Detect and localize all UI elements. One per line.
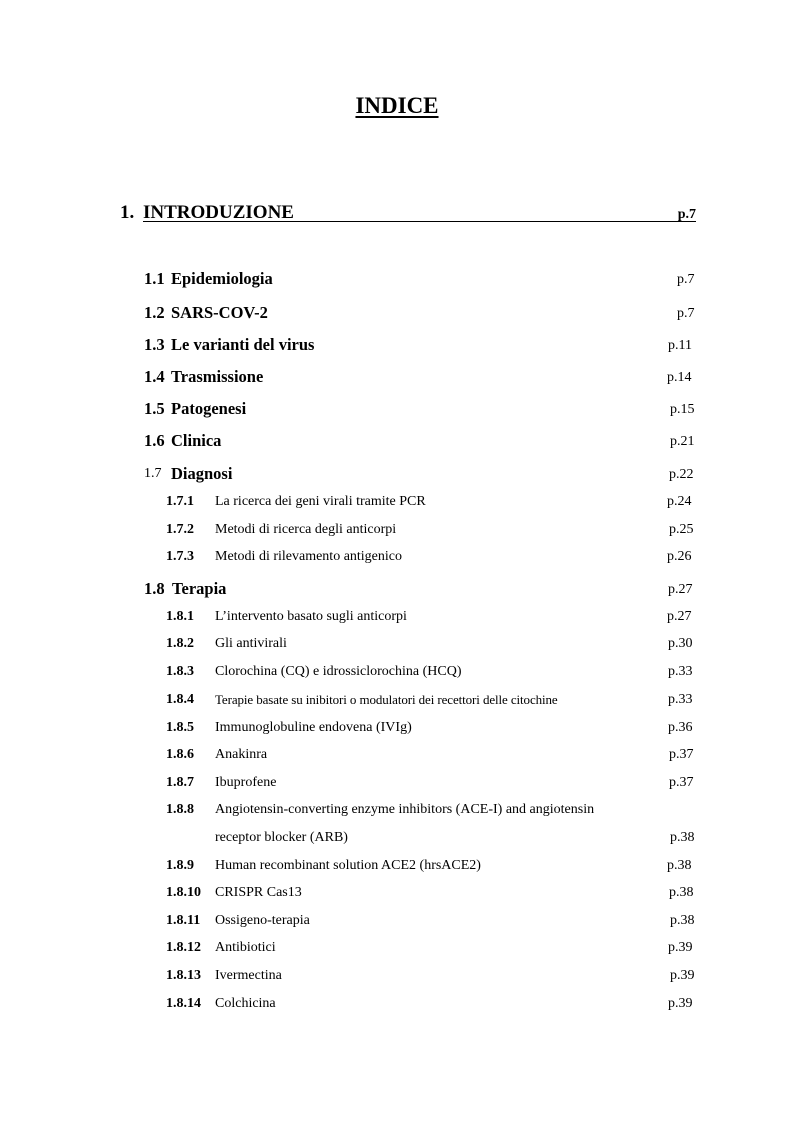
entry-title: Angiotensin-converting enzyme inhibitors (ACE-I) and angiotensin (215, 802, 595, 817)
entry-title: Diagnosi (171, 464, 233, 483)
entry-title: La ricerca dei geni virali tramite PCR (215, 494, 426, 509)
page-title: INDICE (355, 93, 439, 118)
toc-entry-1-4 (0, 367, 794, 391)
entry-title: L’intervento basato sugli anticorpi (215, 609, 407, 624)
entry-title: SARS-COV-2 (171, 303, 268, 322)
entry-title: Gli antivirali (215, 636, 287, 651)
entry-number: 1.1 (144, 269, 165, 288)
entry-page: p.27 (668, 582, 693, 597)
chapter-page: p.7 (677, 207, 696, 222)
entry-page: p.24 (667, 494, 692, 509)
entry-number: 1.2 (144, 303, 165, 322)
entry-number: 1.6 (144, 431, 165, 450)
entry-title: Human recombinant solution ACE2 (hrsACE2) (215, 858, 481, 873)
entry-number: 1.8.2 (166, 636, 194, 651)
entry-page: p.39 (668, 940, 693, 955)
toc-entry-1-7-1 (0, 494, 794, 518)
entry-page: p.37 (669, 747, 694, 762)
entry-number: 1.5 (144, 399, 165, 418)
entry-number: 1.8.5 (166, 720, 194, 735)
entry-title: Anakinra (215, 747, 268, 762)
entry-number: 1.4 (144, 367, 165, 386)
entry-page: p.38 (670, 913, 695, 928)
toc-entry-1-2 (0, 303, 794, 327)
entry-number: 1.8.6 (166, 747, 194, 762)
entry-number: 1.8.11 (166, 913, 201, 928)
toc-entry-1-8-8-continued (0, 830, 794, 854)
entry-title: Antibiotici (215, 940, 276, 955)
toc-entry-1-8-11 (0, 913, 794, 937)
entry-title: Ossigeno-terapia (215, 913, 310, 928)
entry-number: 1.8.10 (166, 885, 201, 900)
entry-page: p.38 (667, 858, 692, 873)
toc-entry-1-8-5 (0, 720, 794, 744)
entry-page: p.39 (670, 968, 695, 983)
entry-title: Clorochina (CQ) e idrossiclorochina (HCQ) (215, 664, 462, 679)
entry-page: p.22 (669, 467, 694, 482)
chapter-label: INTRODUZIONE (143, 202, 294, 223)
entry-title: Colchicina (215, 996, 276, 1011)
entry-page: p.38 (669, 885, 694, 900)
toc-entry-1-8-4 (0, 692, 794, 716)
entry-number: 1.8.3 (166, 664, 194, 679)
toc-entry-1-8-12 (0, 940, 794, 964)
entry-number: 1.7.1 (166, 494, 194, 509)
entry-page: p.25 (669, 522, 694, 537)
toc-entry-1-8-2 (0, 636, 794, 660)
toc-entry-1-5 (0, 399, 794, 423)
entry-page: p.37 (669, 775, 694, 790)
entry-title: Ivermectina (215, 968, 282, 983)
toc-entry-1-8 (0, 579, 794, 603)
entry-title: CRISPR Cas13 (215, 885, 302, 900)
toc-entry-1-7 (0, 464, 794, 488)
toc-entry-1-8-14 (0, 996, 794, 1020)
entry-title: Clinica (171, 431, 222, 450)
entry-number: 1.7.3 (166, 549, 194, 564)
toc-entry-1-7-2 (0, 522, 794, 546)
entry-number: 1.8.4 (166, 692, 194, 707)
entry-number: 1.3 (144, 335, 165, 354)
toc-entry-1-8-8 (0, 802, 794, 826)
entry-page: p.27 (667, 609, 692, 624)
entry-page: p.30 (668, 636, 693, 651)
toc-entry-1-3 (0, 335, 794, 359)
entry-page: p.7 (677, 306, 695, 321)
entry-page: p.36 (668, 720, 693, 735)
entry-number: 1.8.13 (166, 968, 201, 983)
entry-page: p.39 (668, 996, 693, 1011)
toc-entry-1-7-3 (0, 549, 794, 573)
entry-title: Patogenesi (171, 399, 247, 418)
toc-entry-1-8-9 (0, 858, 794, 882)
entry-number: 1.8.9 (166, 858, 194, 873)
entry-number: 1.8.14 (166, 996, 201, 1011)
entry-number: 1.7.2 (166, 522, 194, 537)
toc-entry-1-8-10 (0, 885, 794, 909)
entry-number: 1.8.8 (166, 802, 194, 817)
entry-title: Le varianti del virus (171, 335, 315, 354)
entry-page: p.15 (670, 402, 695, 417)
toc-entry-1-6 (0, 431, 794, 455)
entry-title-continued: receptor blocker (ARB) (215, 830, 348, 845)
chapter-heading (120, 200, 696, 230)
entry-page: p.33 (668, 692, 693, 707)
toc-entry-1-8-3 (0, 664, 794, 688)
entry-number: 1.8.12 (166, 940, 201, 955)
entry-title: Metodi di rilevamento antigenico (215, 549, 403, 564)
entry-number: 1.8.7 (166, 775, 194, 790)
entry-page: p.26 (667, 549, 692, 564)
chapter-underline (143, 221, 696, 222)
entry-number: 1.8 (144, 579, 165, 598)
entry-page: p.33 (668, 664, 693, 679)
toc-entry-1-8-7 (0, 775, 794, 799)
chapter-number: 1. (120, 202, 135, 223)
entry-title: Trasmissione (171, 367, 264, 386)
entry-title: Immunoglobuline endovena (IVIg) (215, 720, 412, 735)
entry-number: 1.7 (144, 466, 162, 481)
entry-title: Terapia (172, 579, 227, 598)
entry-page: p.21 (670, 434, 695, 449)
entry-number: 1.8.1 (166, 609, 194, 624)
toc-entry-1-8-13 (0, 968, 794, 992)
entry-page: p.7 (677, 272, 695, 287)
toc-entry-1-8-1 (0, 609, 794, 633)
toc-entry-1-8-6 (0, 747, 794, 771)
entry-title: Metodi di ricerca degli anticorpi (215, 522, 397, 537)
entry-page: p.14 (667, 370, 692, 385)
entry-page: p.11 (668, 338, 692, 353)
toc-entry-1-1 (0, 269, 794, 293)
entry-title: Ibuprofene (215, 775, 277, 790)
entry-title: Terapie basate su inibitori o modulatori dei recettori delle citochine (215, 692, 558, 707)
entry-page: p.38 (670, 830, 695, 845)
entry-title: Epidemiologia (171, 269, 273, 288)
